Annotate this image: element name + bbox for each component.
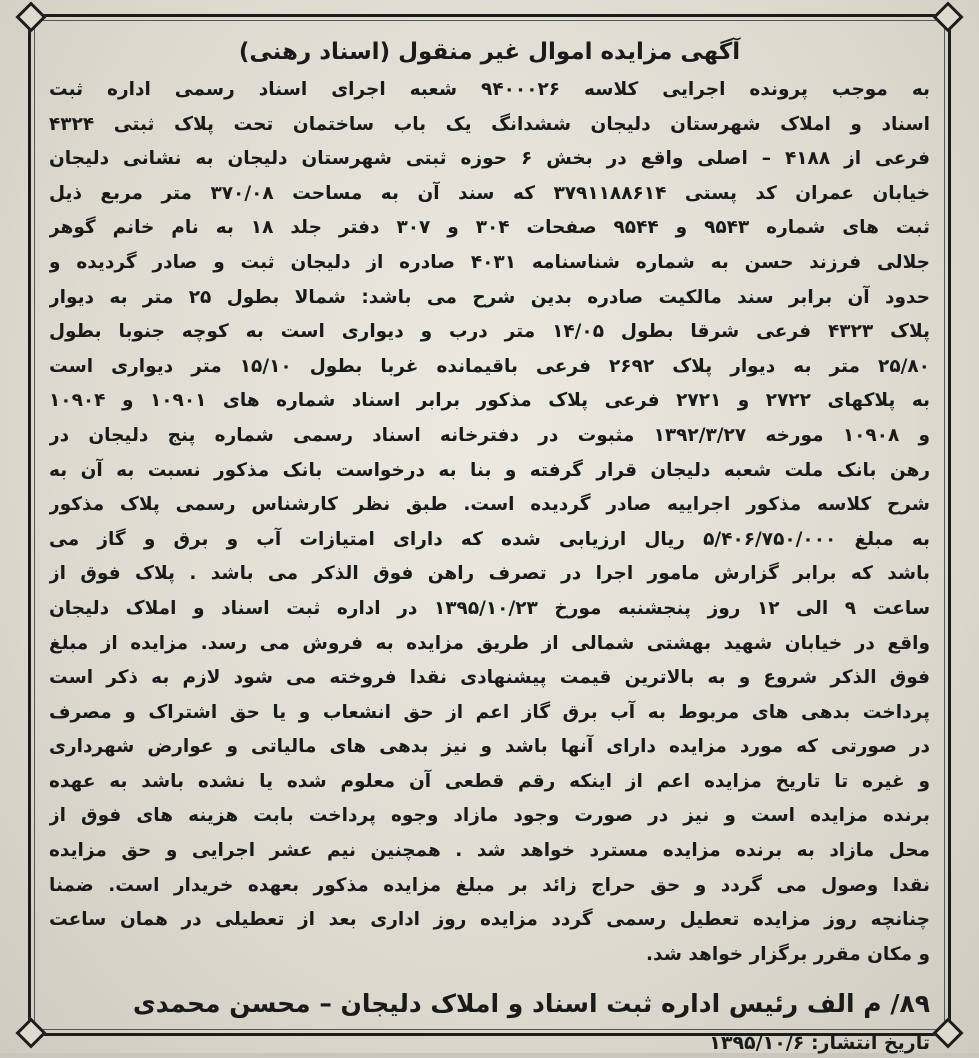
notice-body-line: ۲۵/۸۰ متر به دیوار پلاک ۲۶۹۲ فرعی باقیمانده غربا بطول ۱۵/۱۰ متر دیواری است (49, 355, 930, 377)
notice-body-line: ثبت های شماره ۹۵۴۳ و ۹۵۴۴ صفحات ۳۰۴ و ۳۰۷ دفتر جلد ۱۸ به نام خانم گوهر (49, 217, 930, 239)
notice-body-line: و ۱۰۹۰۸ مورخه ۱۳۹۲/۳/۲۷ مثبوت در دفترخانه اسناد رسمی شماره پنج دلیجان در (49, 424, 930, 446)
notice-body-line: خیابان عمران کد پستی ۳۷۹۱۱۸۸۶۱۴ که سند آن به مساحت ۳۷۰/۰۸ متر مربع ذیل (49, 182, 930, 204)
notice-body-line: نقدا وصول می گردد و حق حراج زائد بر مبلغ مزایده مذکور بعهده خریدار است. ضمنا (49, 874, 930, 896)
notice-body-line: چنانچه روز مزایده تعطیل رسمی گردد مزایده روز اداری بعد از تعطیلی در همان ساعت (49, 909, 930, 931)
notice-body-line: فرعی از ۴۱۸۸ – اصلی واقع در بخش ۶ حوزه ثبتی شهرستان دلیجان به نشانی دلیجان (49, 148, 930, 170)
notice-body-line: و مکان مقرر برگزار خواهد شد. (646, 943, 930, 965)
frame-corner-ornament (932, 1, 963, 32)
notice-body-line: رهن بانک ملت شعبه دلیجان قرار گرفته و بنا به درخواست بانک مذکور نسبت به آن به (49, 459, 930, 481)
notice-content (49, 37, 930, 1055)
notice-body (49, 73, 930, 972)
notice-body-line: جلالی فرزند حسن به شماره شناسنامه ۴۰۳۱ صادره از دلیجان ثبت و صادر گردیده و (49, 251, 930, 273)
notice-body-line: شرح کلاسه مذکور اجراییه صادر گردیده است. طبق نظر کارشناس رسمی پلاک مذکور (49, 494, 930, 516)
notice-title: آگهی مزایده اموال غیر منقول (اسناد رهنی) (238, 39, 741, 65)
notice-body-line: واقع در خیابان شهید بهشتی شمالی از طریق مزایده به فروش می رسد. مزایده از مبلغ (49, 632, 930, 654)
notice-body-line: به موجب پرونده اجرایی کلاسه ۹۴۰۰۰۲۶ شعبه اجرای اسناد رسمی اداره ثبت (49, 79, 930, 100)
notice-body-line: در صورتی که مورد مزایده دارای آنها باشد و نیز بدهی های مالیاتی و عوارض شهرداری (49, 736, 930, 758)
frame-corner-ornament (15, 1017, 46, 1048)
notice-body-line: به مبلغ ۵/۴۰۶/۷۵۰/۰۰۰ ریال ارزیابی شده که دارای امتیازات آب و برق و گاز می (49, 528, 930, 550)
notice-body-line: محل مازاد به برنده مزایده مسترد خواهد شد . همچنین نیم عشر اجرایی و حق مزایده (49, 840, 930, 862)
notice-signature: ۸۹/ م الف رئیس اداره ثبت اسناد و املاک دلیجان – محسن محمدی (132, 989, 930, 1019)
notice-body-line: باشد که برابر گزارش مامور اجرا در تصرف راهن فوق الذکر می باشد . پلاک فوق از (49, 563, 930, 585)
frame-corner-ornament (15, 1, 46, 32)
notice-body-line: به پلاکهای ۲۷۲۲ و ۲۷۲۱ فرعی پلاک مذکور برابر اسناد شماره های ۱۰۹۰۱ و ۱۰۹۰۴ (49, 390, 930, 412)
notice-body-line: پرداخت بدهی های مربوط به آب برق گاز اعم از حق انشعاب و یا حق اشتراک و مصرف (49, 701, 930, 723)
notice-body-line: برنده مزایده است و نیز در صورت وجود مازاد وجوه پرداخت بابت هزینه های فوق از (49, 805, 930, 827)
notice-frame (28, 14, 951, 1055)
notice-body-line: پلاک ۴۳۲۳ فرعی شرقا بطول ۱۴/۰۵ متر درب و دیواری است به کوچه جنوبا بطول (49, 321, 930, 343)
notice-body-line: فوق الذکر شروع و به بالاترین قیمت پیشنهادی نقدا فروخته می شود لازم به ذکر است (49, 667, 930, 689)
notice-body-line: و غیره تا تاریخ مزایده اعم از اینکه رقم قطعی آن معلوم شده یا نشده باشد به عهده (49, 770, 930, 792)
notice-body-line: ساعت ۹ الی ۱۲ روز پنجشنبه مورخ ۱۳۹۵/۱۰/۲۳ در اداره ثبت اسناد و املاک دلیجان (49, 597, 930, 619)
publish-date: تاریخ انتشار: ۱۳۹۵/۱۰/۶ (709, 1032, 930, 1055)
notice-body-line: حدود آن برابر سند مالکیت صادره بدین شرح می باشد: شمالا بطول ۲۵ متر به دیوار (49, 286, 930, 308)
notice-body-line: اسناد و املاک شهرستان دلیجان ششدانگ یک باب ساختمان تحت پلاک ثبتی ۴۳۲۴ (49, 113, 930, 135)
frame-corner-ornament (932, 1017, 963, 1048)
